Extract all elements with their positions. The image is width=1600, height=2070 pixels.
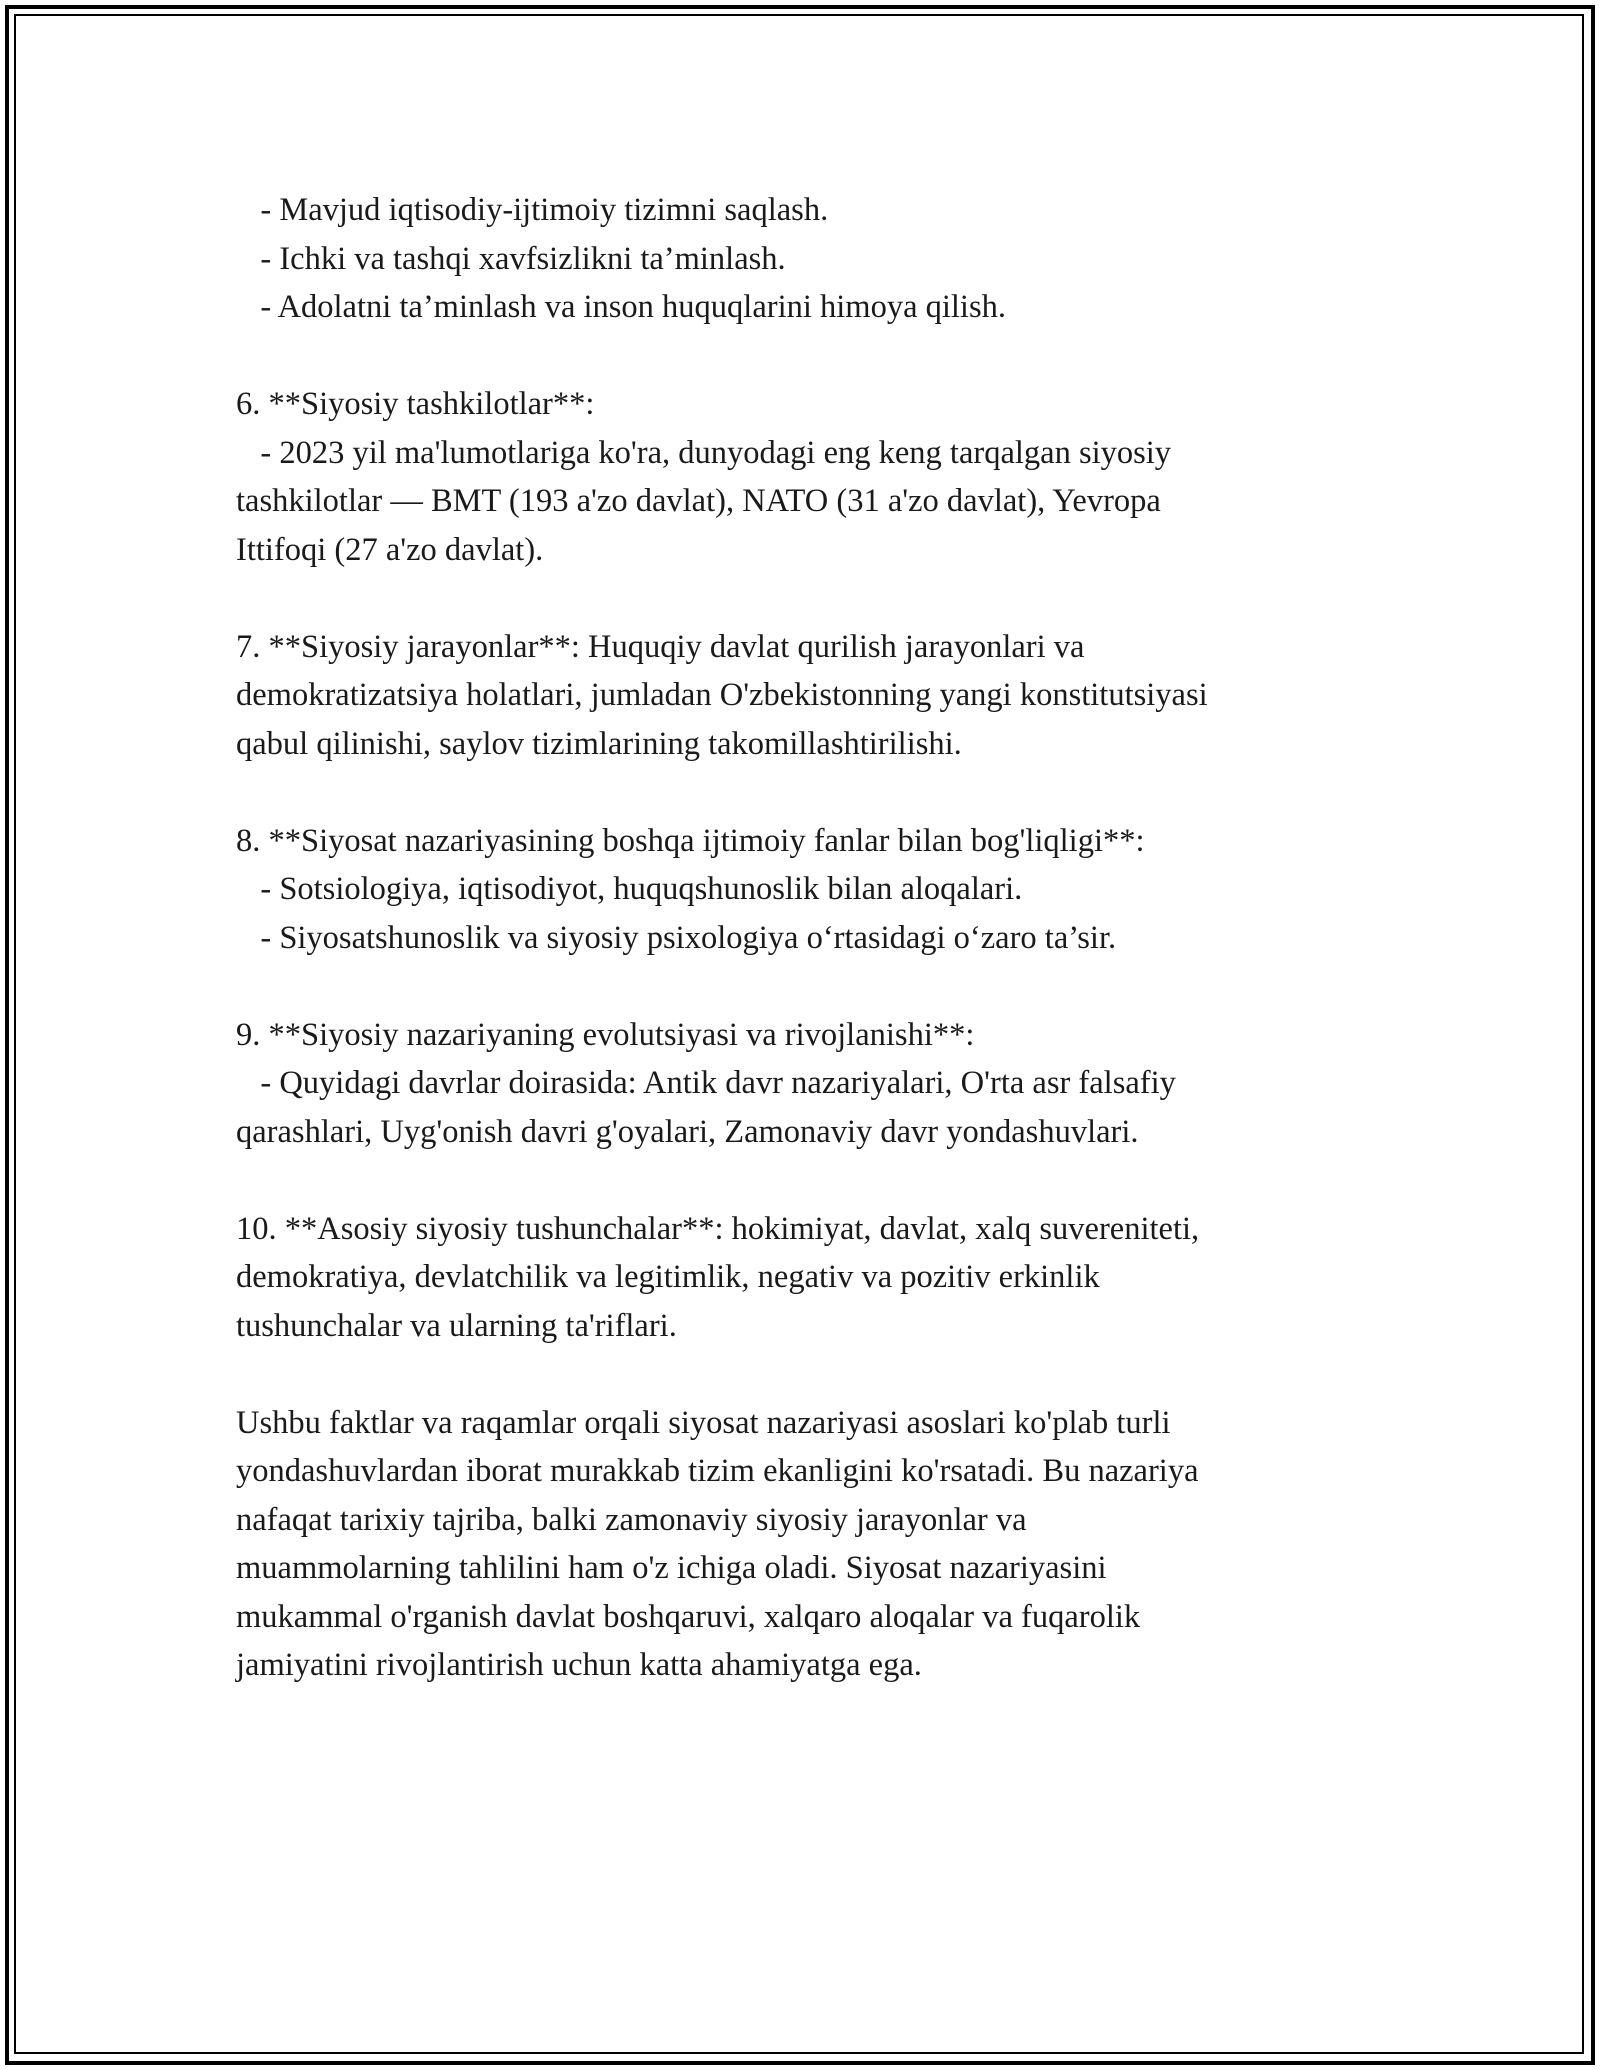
paragraph-spacer (236, 962, 1396, 1011)
text-line: yondashuvlardan iborat murakkab tizim ekanligini ko'rsatadi. Bu nazariya (236, 1453, 1199, 1489)
section-10-key-concepts (236, 1205, 1396, 1351)
text-line: jamiyatini rivojlantirish uchun katta ahamiyatga ega. (236, 1647, 922, 1683)
text-line: Ushbu faktlar va raqamlar orqali siyosat nazariyasi asoslari ko'plab turli (236, 1404, 1171, 1441)
text-line: mukammal o'rganish davlat boshqaruvi, xalqaro aloqalar va fuqarolik (236, 1598, 1141, 1635)
section-6-political-organizations (236, 380, 1396, 574)
paragraph-spacer (236, 1156, 1396, 1205)
text-line: qarashlari, Uyg'onish davri g'oyalari, Zamonaviy davr yondashuvlari. (236, 1113, 1139, 1150)
text-line: demokratizatsiya holatlari, jumladan O'zbekistonning yangi konstitutsiyasi (236, 677, 1208, 713)
section-heading: 8. **Siyosat nazariyasining boshqa ijtimoiy fanlar bilan bog'liqligi**: (236, 822, 1145, 859)
section-heading: 10. **Asosiy siyosiy tushunchalar**: hokimiyat, davlat, xalq suvereniteti, (236, 1210, 1200, 1247)
list-item: - Siyosatshunoslik va siyosiy psixologiya o‘rtasidagi o‘zaro ta’sir. (236, 919, 1117, 956)
text-line: Ittifoqi (27 a'zo davlat). (236, 531, 544, 568)
text-line: tushunchalar va ularning ta'riflari. (236, 1307, 677, 1344)
section-7-political-processes (236, 623, 1396, 769)
section-9-evolution (236, 1011, 1396, 1157)
section-8-interdisciplinary-links (236, 817, 1396, 963)
text-line: - 2023 yil ma'lumotlariga ko'ra, dunyodagi eng keng tarqalgan siyosiy (236, 434, 1172, 471)
text-line: demokratiya, devlatchilik va legitimlik, negativ va pozitiv erkinlik (236, 1259, 1100, 1295)
bullet-list-goals (236, 186, 1396, 332)
paragraph-spacer (236, 1350, 1396, 1399)
text-line: tashkilotlar — BMT (193 a'zo davlat), NATO (31 a'zo davlat), Yevropa (236, 483, 1161, 519)
document-body (236, 186, 1396, 1690)
list-item: - Ichki va tashqi xavfsizlikni ta’minlash. (236, 240, 786, 277)
text-line: qabul qilinishi, saylov tizimlarining takomillashtirilishi. (236, 725, 962, 762)
list-item: - Adolatni ta’minlash va inson huquqlarini himoya qilish. (236, 289, 1006, 325)
paragraph-spacer (236, 574, 1396, 623)
section-heading: 7. **Siyosiy jarayonlar**: Huquqiy davlat qurilish jarayonlari va (236, 628, 1085, 665)
section-heading: 6. **Siyosiy tashkilotlar**: (236, 386, 595, 422)
section-heading: 9. **Siyosiy nazariyaning evolutsiyasi va rivojlanishi**: (236, 1016, 975, 1053)
list-item: - Quyidagi davrlar doirasida: Antik davr nazariyalari, O'rta asr falsafiy (236, 1065, 1176, 1101)
paragraph-spacer (236, 768, 1396, 817)
paragraph-spacer (236, 332, 1396, 381)
conclusion-paragraph (236, 1399, 1396, 1690)
text-line: nafaqat tarixiy tajriba, balki zamonaviy siyosiy jarayonlar va (236, 1501, 1027, 1538)
list-item: - Sotsiologiya, iqtisodiyot, huquqshunoslik bilan aloqalari. (236, 871, 1023, 907)
text-line: muammolarning tahlilini ham o'z ichiga oladi. Siyosat nazariyasini (236, 1550, 1107, 1586)
list-item: - Mavjud iqtisodiy-ijtimoiy tizimni saqlash. (236, 192, 829, 228)
